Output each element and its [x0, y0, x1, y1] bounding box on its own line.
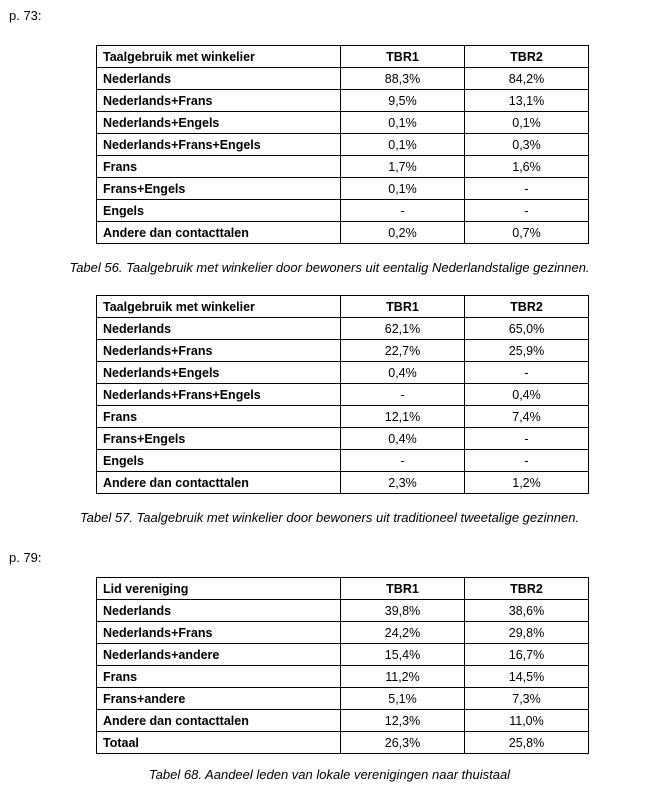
column-header: TBR1 — [341, 46, 465, 68]
table-cell: 16,7% — [465, 644, 589, 666]
table-row — [97, 340, 589, 362]
table-row — [97, 318, 589, 340]
table-cell: 0,4% — [341, 362, 465, 384]
row-label: Nederlands — [97, 68, 341, 90]
column-header: Taalgebruik met winkelier — [97, 296, 341, 318]
table-row — [97, 90, 589, 112]
column-header: Lid vereniging — [97, 578, 341, 600]
table-cell: 0,4% — [465, 384, 589, 406]
table-row — [97, 200, 589, 222]
table-header-row — [97, 296, 589, 318]
table-row — [97, 710, 589, 732]
table-row — [97, 178, 589, 200]
table-cell: 0,1% — [465, 112, 589, 134]
table-cell: 15,4% — [341, 644, 465, 666]
row-label: Nederlands+Frans — [97, 340, 341, 362]
row-label: Engels — [97, 450, 341, 472]
table-57 — [96, 295, 589, 494]
table-cell: 22,7% — [341, 340, 465, 362]
table-cell: 65,0% — [465, 318, 589, 340]
column-header: TBR2 — [465, 578, 589, 600]
table-cell: 0,2% — [341, 222, 465, 244]
table-cell: 11,2% — [341, 666, 465, 688]
table-cell: 0,1% — [341, 134, 465, 156]
row-label: Andere dan contacttalen — [97, 710, 341, 732]
column-header: TBR1 — [341, 578, 465, 600]
table-cell: 1,2% — [465, 472, 589, 494]
table-row — [97, 384, 589, 406]
table-cell: - — [341, 450, 465, 472]
table-cell: 0,4% — [341, 428, 465, 450]
column-header: TBR2 — [465, 46, 589, 68]
table-cell: - — [465, 200, 589, 222]
table-cell: 84,2% — [465, 68, 589, 90]
row-label: Nederlands+Engels — [97, 112, 341, 134]
page-reference: p. 73: — [9, 8, 42, 23]
table-cell: 12,1% — [341, 406, 465, 428]
table-cell: - — [341, 200, 465, 222]
table-cell: 0,1% — [341, 178, 465, 200]
page-reference: p. 79: — [9, 550, 42, 565]
row-label: Nederlands — [97, 318, 341, 340]
table-cell: 9,5% — [341, 90, 465, 112]
column-header: TBR1 — [341, 296, 465, 318]
table-row — [97, 428, 589, 450]
table-cell: - — [341, 384, 465, 406]
table-cell: 13,1% — [465, 90, 589, 112]
row-label: Nederlands+andere — [97, 644, 341, 666]
row-label: Nederlands — [97, 600, 341, 622]
table-row — [97, 362, 589, 384]
row-label: Andere dan contacttalen — [97, 222, 341, 244]
table-header-row — [97, 46, 589, 68]
table-cell: 62,1% — [341, 318, 465, 340]
row-label: Engels — [97, 200, 341, 222]
table-row — [97, 600, 589, 622]
table-cell: 0,7% — [465, 222, 589, 244]
table-row — [97, 68, 589, 90]
row-label: Nederlands+Frans — [97, 90, 341, 112]
table-cell: 7,4% — [465, 406, 589, 428]
table-caption: Tabel 56. Taalgebruik met winkelier door bewoners uit eentalig Nederlandstalige gezinnen. — [69, 260, 590, 275]
table-cell: - — [465, 362, 589, 384]
row-label: Frans+andere — [97, 688, 341, 710]
table-68 — [96, 577, 589, 754]
row-label: Nederlands+Frans — [97, 622, 341, 644]
table-row — [97, 666, 589, 688]
table-cell: 1,6% — [465, 156, 589, 178]
row-label: Frans+Engels — [97, 428, 341, 450]
table-cell: 25,8% — [465, 732, 589, 754]
table-cell: 0,1% — [341, 112, 465, 134]
table-cell: 29,8% — [465, 622, 589, 644]
table-cell: 1,7% — [341, 156, 465, 178]
table-56 — [96, 45, 589, 244]
column-header: TBR2 — [465, 296, 589, 318]
table-cell: 39,8% — [341, 600, 465, 622]
table-row — [97, 472, 589, 494]
table-row — [97, 732, 589, 754]
table-cell: 88,3% — [341, 68, 465, 90]
table-row — [97, 688, 589, 710]
table-cell: - — [465, 428, 589, 450]
table-cell: 26,3% — [341, 732, 465, 754]
table-caption: Tabel 57. Taalgebruik met winkelier door bewoners uit traditioneel tweetalige gezinnen. — [79, 510, 580, 525]
table-row — [97, 156, 589, 178]
table-row — [97, 406, 589, 428]
row-label: Frans — [97, 156, 341, 178]
table-cell: 11,0% — [465, 710, 589, 732]
row-label: Frans — [97, 406, 341, 428]
table-cell: 5,1% — [341, 688, 465, 710]
table-row — [97, 134, 589, 156]
table-row — [97, 222, 589, 244]
column-header: Taalgebruik met winkelier — [97, 46, 341, 68]
table-row — [97, 622, 589, 644]
row-label: Totaal — [97, 732, 341, 754]
row-label: Nederlands+Frans+Engels — [97, 134, 341, 156]
row-label: Frans+Engels — [97, 178, 341, 200]
table-cell: 0,3% — [465, 134, 589, 156]
table-body — [97, 68, 589, 244]
table-cell: - — [465, 178, 589, 200]
row-label: Frans — [97, 666, 341, 688]
row-label: Nederlands+Frans+Engels — [97, 384, 341, 406]
table-body — [97, 318, 589, 494]
table-cell: 12,3% — [341, 710, 465, 732]
row-label: Andere dan contacttalen — [97, 472, 341, 494]
table-row — [97, 644, 589, 666]
table-cell: - — [465, 450, 589, 472]
table-cell: 7,3% — [465, 688, 589, 710]
table-header-row — [97, 578, 589, 600]
table-cell: 2,3% — [341, 472, 465, 494]
table-cell: 24,2% — [341, 622, 465, 644]
table-body — [97, 600, 589, 754]
table-cell: 38,6% — [465, 600, 589, 622]
table-row — [97, 450, 589, 472]
table-caption: Tabel 68. Aandeel leden van lokale verenigingen naar thuistaal — [148, 767, 511, 782]
table-cell: 14,5% — [465, 666, 589, 688]
row-label: Nederlands+Engels — [97, 362, 341, 384]
table-row — [97, 112, 589, 134]
table-cell: 25,9% — [465, 340, 589, 362]
